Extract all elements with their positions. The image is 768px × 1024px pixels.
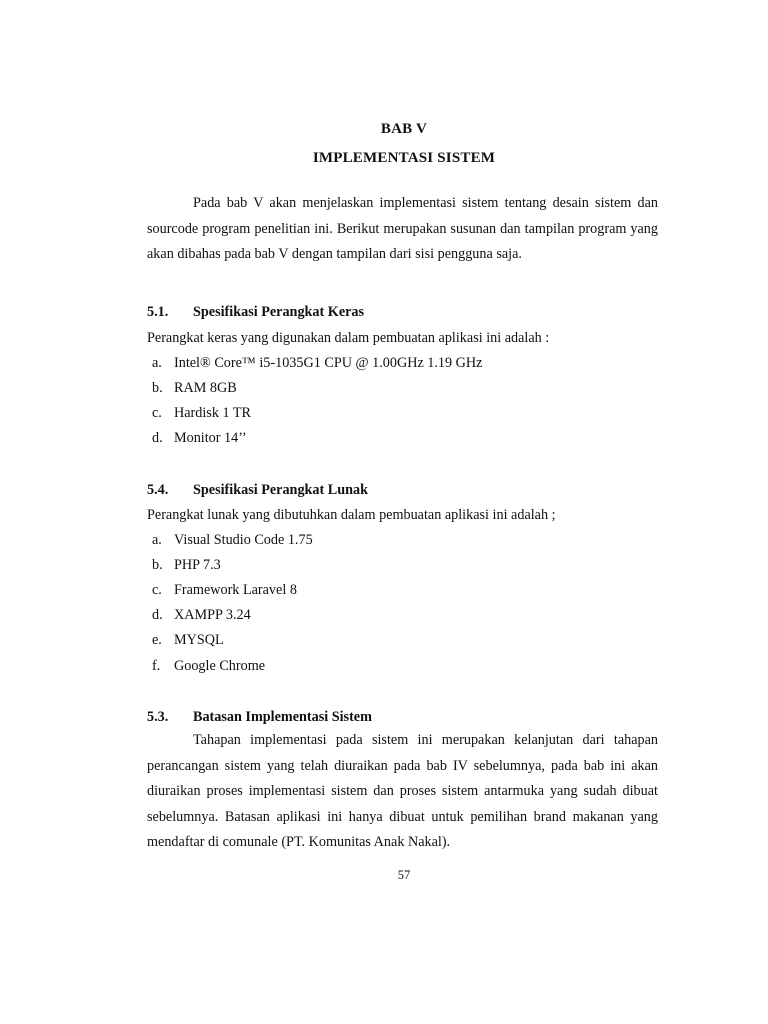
page-number: 57 <box>397 868 411 882</box>
list-marker: e. <box>152 632 162 648</box>
intro-paragraph: Pada bab V akan menjelaskan implementasi sistem tentang desain sistem dan sourcode program penelitian ini. Berikut merupakan susunan dan tampilan program yang akan dibahas pada bab V dengan tampilan dari sisi pengguna saja. <box>147 195 658 262</box>
list-marker: b. <box>152 557 163 573</box>
section-paragraph-limits: Tahapan implementasi pada sistem ini merupakan kelanjutan dari tahapan perancangan sistem yang telah diuraikan pada bab IV sebelumnya, pada bab ini akan diuraikan proses implementasi sistem dan proses sistem antarmuka yang sudah dibuat sebelumnya. Batasan aplikasi ini hanya dibuat untuk pemilihan brand makanan yang mendaftar di comunale (PT. Komunitas Anak Nakal). <box>147 732 658 850</box>
list-item <box>152 607 251 624</box>
list-text: RAM 8GB <box>174 380 237 396</box>
list-text: PHP 7.3 <box>174 557 221 573</box>
section-heading-hardware <box>147 304 364 321</box>
list-marker: d. <box>152 607 163 623</box>
list-marker: c. <box>152 582 162 598</box>
list-marker: a. <box>152 355 162 371</box>
list-text: Hardisk 1 TR <box>174 405 251 421</box>
list-marker: a. <box>152 532 162 548</box>
list-marker: b. <box>152 380 163 396</box>
chapter-title: IMPLEMENTASI SISTEM <box>312 150 496 166</box>
list-item <box>152 532 313 549</box>
list-item <box>152 658 265 675</box>
list-marker: c. <box>152 405 162 421</box>
section-intro-hardware: Perangkat keras yang digunakan dalam pembuatan aplikasi ini adalah : <box>147 330 550 346</box>
chapter-label: BAB V <box>380 121 428 137</box>
list-item <box>152 355 482 372</box>
section-heading-software <box>147 482 368 499</box>
list-text: XAMPP 3.24 <box>174 607 251 623</box>
section-title: Spesifikasi Perangkat Lunak <box>193 482 369 498</box>
section-number: 5.4. <box>147 482 169 498</box>
section-intro-software: Perangkat lunak yang dibutuhkan dalam pembuatan aplikasi ini adalah ; <box>147 507 556 523</box>
section-number: 5.1. <box>147 304 169 320</box>
list-item <box>152 405 251 422</box>
list-item <box>152 557 221 574</box>
list-item <box>152 632 224 649</box>
list-text: MYSQL <box>174 632 224 648</box>
list-item <box>152 582 297 599</box>
list-text: Monitor 14’’ <box>174 430 247 446</box>
section-title: Spesifikasi Perangkat Keras <box>193 304 365 320</box>
list-text: Google Chrome <box>174 658 266 674</box>
list-item <box>152 380 237 397</box>
list-text: Intel® Core™ i5-1035G1 CPU @ 1.00GHz 1.19 GHz <box>174 355 483 371</box>
section-title: Batasan Implementasi Sistem <box>193 709 372 725</box>
list-item <box>152 430 247 447</box>
section-heading-limits <box>147 709 372 726</box>
section-number: 5.3. <box>147 709 169 725</box>
list-marker: f. <box>152 658 161 674</box>
list-text: Visual Studio Code 1.75 <box>174 532 313 548</box>
list-text: Framework Laravel 8 <box>174 582 297 598</box>
list-marker: d. <box>152 430 163 446</box>
